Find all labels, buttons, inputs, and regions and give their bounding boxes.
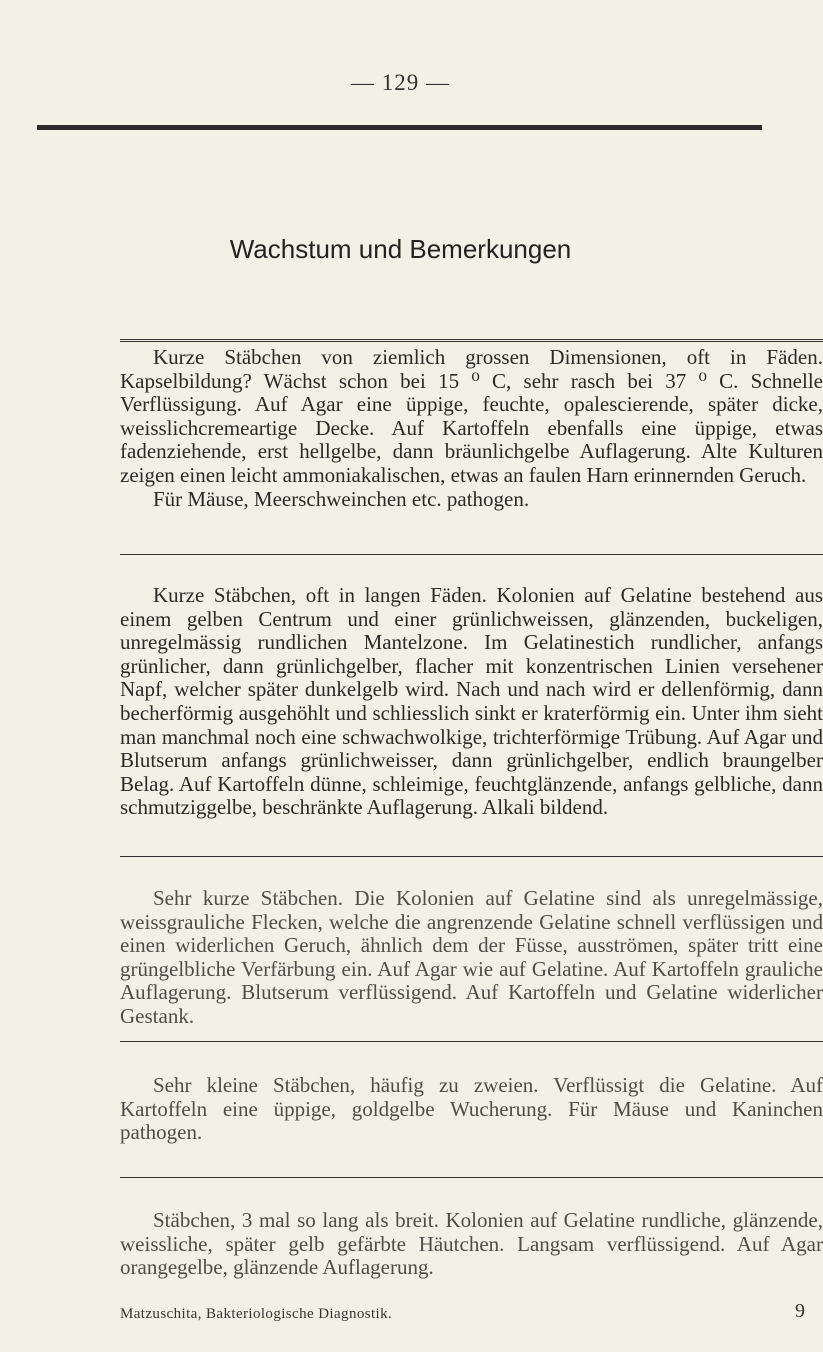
entry-4-text: Sehr kleine Stäbchen, häufig zu zweien. Verflüssigt die Gelatine. Auf Kartoffeln eine üppige, goldgelbe Wucherung. Für Mäuse und Kaninchen pathogen. [120, 1073, 823, 1145]
footer-citation: Matzuschita, Bakteriologische Diagnostik. [120, 1306, 393, 1322]
entry-1-text-2: Für Mäuse, Meerschweinchen etc. pathogen. [153, 486, 530, 511]
footer-signature-mark: 9 [795, 1300, 805, 1322]
entry-4 [120, 1074, 823, 1145]
entry-divider [120, 1041, 823, 1042]
entry-5 [120, 1209, 823, 1280]
entry-1 [120, 346, 823, 511]
entry-2-text: Kurze Stäbchen, oft in langen Fäden. Kolonien auf Gelatine bestehend aus einem gelben Centrum und einer grünlichweissen, glänzenden, buckeligen, unregelmässig rundlichen Mantelzone. Im Gelatinestich rundlicher, anfangs grünlicher, dann grünlichgelber, flacher mit konzentrischen Linien versehener Napf, welcher später dunkelgelb wird. Nach und nach wird er dellenförmig, dann becherförmig ausgehöhlt und schliesslich sinkt er kraterförmig ein. Unter ihm sieht man manchmal noch eine schwachwolkige, trichterförmige Trübung. Auf Agar und Blutserum anfangs grünlichweisser, dann grünlichgelber, endlich braungelber Belag. Auf Kartoffeln dünne, schleimige, feuchtglänzende, anfangs gelbliche, dann schmutziggelbe, beschränkte Auflagerung. Alkali bildend. [120, 583, 823, 820]
page-number: — 129 — [351, 70, 450, 95]
page-title: Wachstum und Bemerkungen [229, 234, 572, 264]
entry-divider [120, 1177, 823, 1178]
entry-divider [120, 554, 823, 555]
heading-rule [120, 339, 823, 342]
entry-3 [120, 887, 823, 1029]
entry-5-text: Stäbchen, 3 mal so lang als breit. Kolonien auf Gelatine rundliche, glänzende, weissliche, später gelb gefärbte Häutchen. Langsam verflüssigend. Auf Agar orangegelbe, glänzende Auflagerung. [120, 1208, 823, 1280]
top-rule [37, 125, 762, 130]
entry-2 [120, 584, 823, 820]
entry-divider [120, 856, 823, 857]
entry-3-text: Sehr kurze Stäbchen. Die Kolonien auf Gelatine sind als unregelmässige, weissgrauliche Flecken, welche die angrenzende Gelatine schnell verflüssigen und einen widerlichen Geruch, ähnlich dem der Füsse, ausströmen, später tritt eine grüngelbliche Verfärbung ein. Auf Agar wie auf Gelatine. Auf Kartoffeln grauliche Auflagerung. Blutserum verflüssigend. Auf Kartoffeln und Gelatine widerlicher Gestank. [120, 886, 823, 1028]
entry-1-text: Kurze Stäbchen von ziemlich grossen Dimensionen, oft in Fäden. Kapselbildung? Wächst schon bei 15 ⁰ C, sehr rasch bei 37 ⁰ C. Schnelle Verflüssigung. Auf Agar eine üppige, feuchte, opalescierende, später dicke, weisslichcremeartige Decke. Auf Kartoffeln ebenfalls eine üppige, etwas fadenziehende, erst hellgelbe, dann bräunlichgelbe Auflagerung. Alte Kulturen zeigen einen leicht ammoniakalischen, etwas an faulen Harn erinnernden Geruch. [120, 345, 823, 487]
